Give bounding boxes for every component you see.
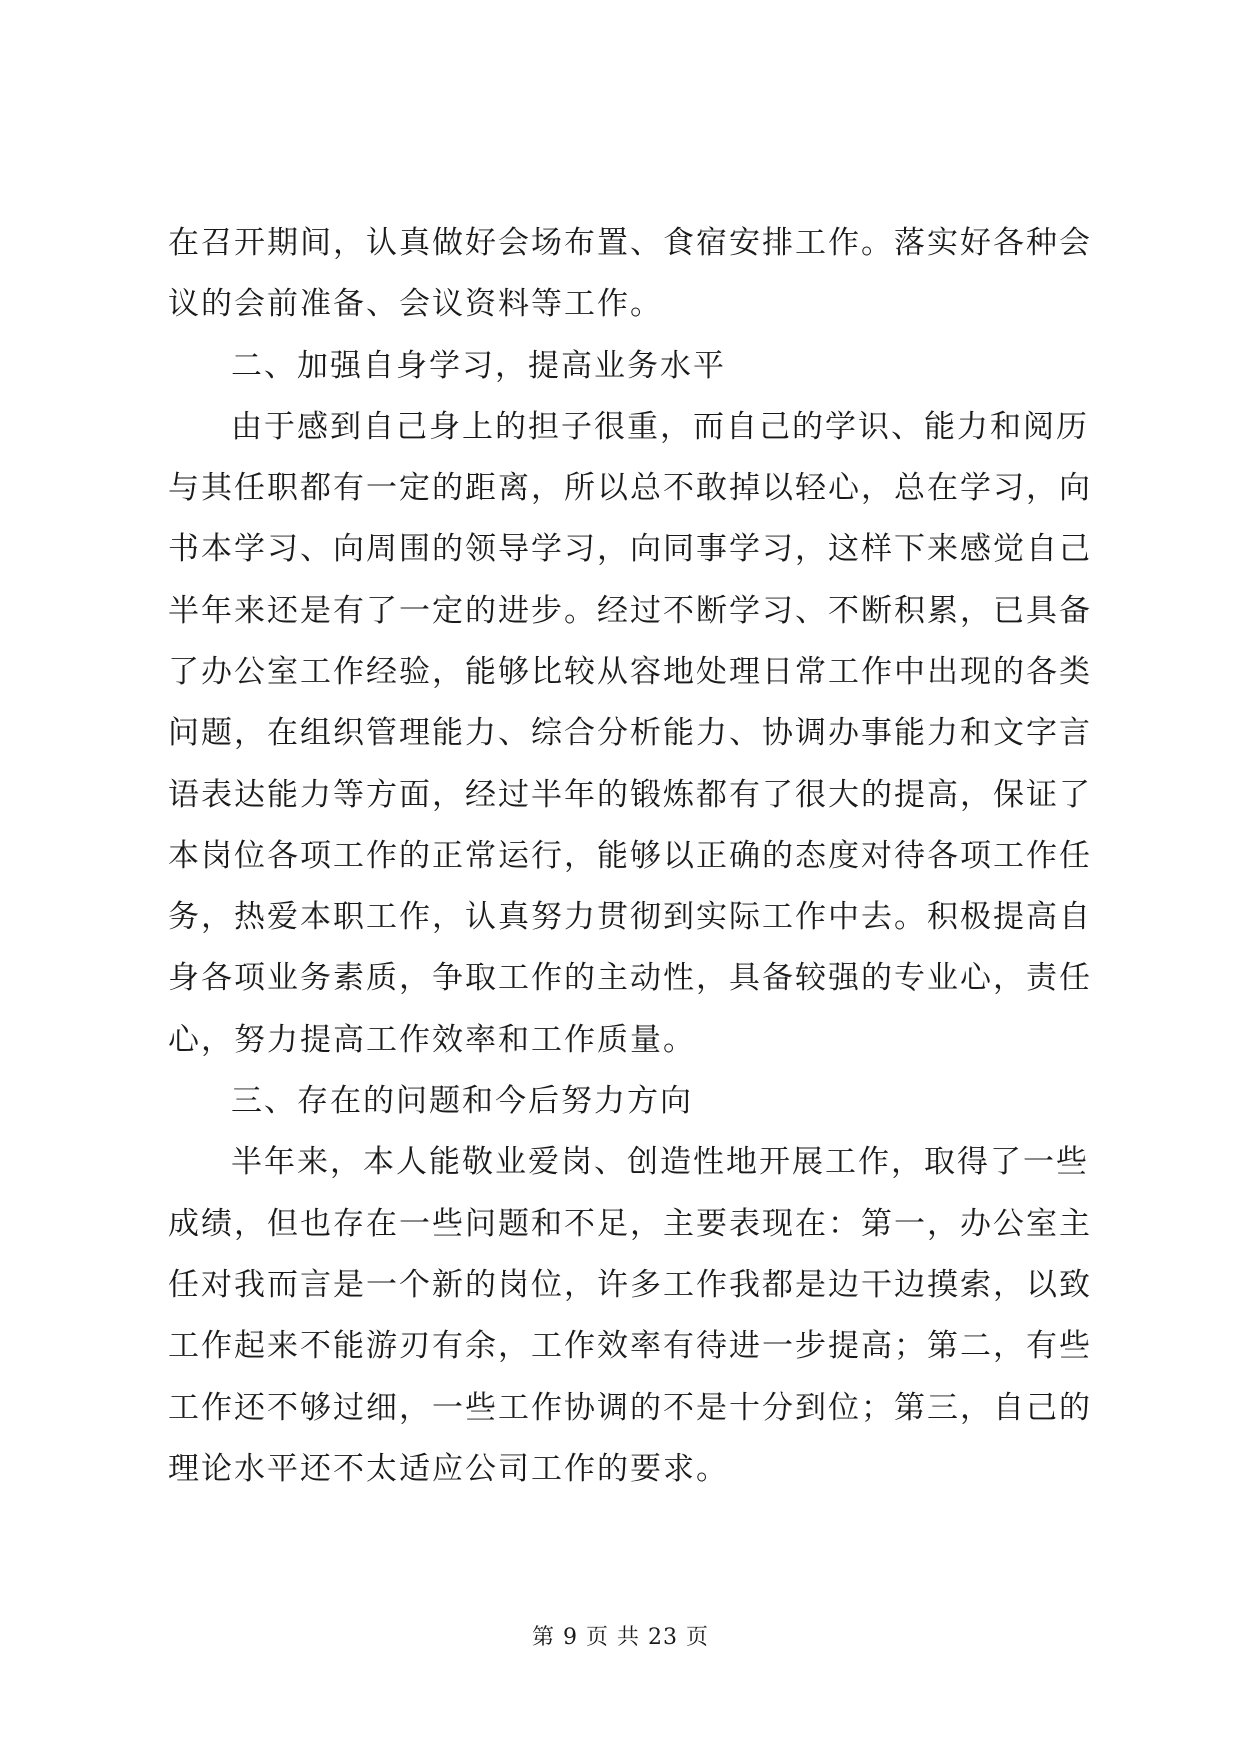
- paragraph-line: 书本学习、向周围的领导学习，向同事学习，这样下来感觉自己: [168, 531, 1092, 567]
- paragraph-line: 身各项业务素质，争取工作的主动性，具备较强的专业心，责任: [168, 960, 1092, 996]
- paragraph-line: 了办公室工作经验，能够比较从容地处理日常工作中出现的各类: [168, 654, 1092, 690]
- paragraph-line: 理论水平还不太适应公司工作的要求。: [168, 1451, 729, 1487]
- paragraph-line: 工作还不够过细，一些工作协调的不是十分到位；第三，自己的: [168, 1390, 1092, 1426]
- section-heading: 三、存在的问题和今后努力方向: [231, 1083, 693, 1119]
- paragraph-line: 本岗位各项工作的正常运行，能够以正确的态度对待各项工作任: [168, 838, 1092, 874]
- paragraph-line: 半年来还是有了一定的进步。经过不断学习、不断积累，已具备: [168, 593, 1092, 629]
- paragraph-line: 半年来，本人能敬业爱岗、创造性地开展工作，取得了一些: [231, 1144, 1089, 1180]
- paragraph-line: 问题，在组织管理能力、综合分析能力、协调办事能力和文字言: [168, 715, 1092, 751]
- paragraph-line: 务，热爱本职工作，认真努力贯彻到实际工作中去。积极提高自: [168, 899, 1092, 935]
- page-number-footer: 第 9 页 共 23 页: [532, 1625, 709, 1650]
- paragraph-line: 在召开期间，认真做好会场布置、食宿安排工作。落实好各种会: [168, 225, 1092, 261]
- paragraph-line: 心，努力提高工作效率和工作质量。: [168, 1022, 696, 1058]
- paragraph-line: 任对我而言是一个新的岗位，许多工作我都是边干边摸索，以致: [168, 1267, 1092, 1303]
- section-heading: 二、加强自身学习，提高业务水平: [231, 348, 726, 384]
- paragraph-line: 语表达能力等方面，经过半年的锻炼都有了很大的提高，保证了: [168, 777, 1092, 813]
- paragraph-line: 由于感到自己身上的担子很重，而自己的学识、能力和阅历: [231, 409, 1089, 445]
- paragraph-line: 成绩，但也存在一些问题和不足，主要表现在：第一，办公室主: [168, 1206, 1092, 1242]
- paragraph-line: 议的会前准备、会议资料等工作。: [168, 286, 663, 322]
- paragraph-line: 与其任职都有一定的距离，所以总不敢掉以轻心，总在学习，向: [168, 470, 1092, 506]
- paragraph-line: 工作起来不能游刃有余，工作效率有待进一步提高；第二，有些: [168, 1328, 1092, 1364]
